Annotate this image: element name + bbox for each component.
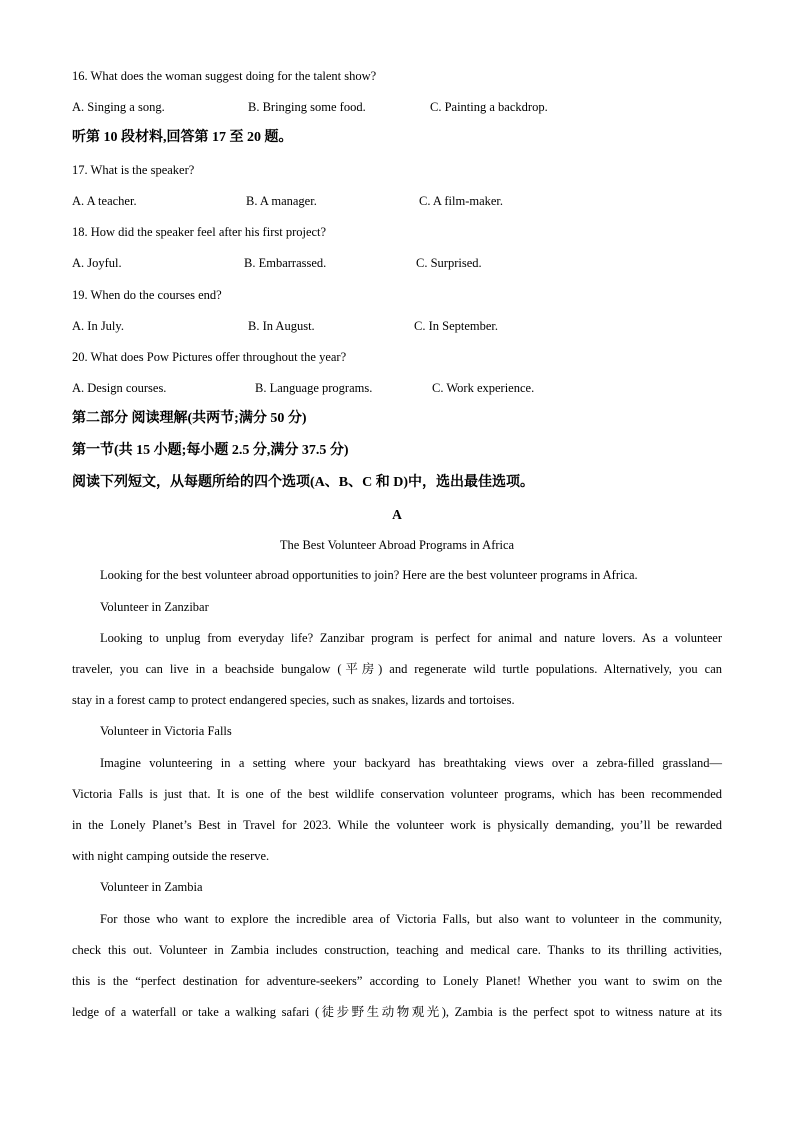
q17-option-c: C. A film-maker.: [419, 194, 504, 208]
victoria-line-3: in the Lonely Planet’s Best in Travel for 2023. While the volunteer work is physically demanding, you’ll be rewarded: [72, 818, 722, 832]
q20-option-c: C. Work experience.: [432, 381, 535, 395]
part-two-header: 第二部分 阅读理解(共两节;满分 50 分): [72, 411, 307, 426]
q20-option-b: B. Language programs.: [255, 381, 373, 395]
passage-letter: A: [392, 507, 402, 522]
q16-option-a: A. Singing a song.: [72, 100, 165, 114]
zambia-line-1: For those who want to explore the incredible area of Victoria Falls, but also want to volunteer in the community,: [100, 912, 722, 926]
victoria-line-2: Victoria Falls is just that. It is one of the best wildlife conservation volunteer programs, which has been recommended: [72, 787, 722, 801]
q18-option-b: B. Embarrassed.: [244, 256, 327, 270]
q18-option-a: A. Joyful.: [72, 256, 122, 270]
zanzibar-heading: Volunteer in Zanzibar: [100, 600, 209, 614]
q19-option-a: A. In July.: [72, 319, 124, 333]
zambia-line-2: check this out. Volunteer in Zambia includes construction, teaching and medical care. Thanks to its thrilling activities,: [72, 943, 722, 957]
zambia-line-3: this is the “perfect destination for adventure-seekers” according to Lonely Planet! Whether you want to swim on the: [72, 974, 722, 988]
zanzibar-line-2: traveler, you can live in a beachside bungalow (平房) and regenerate wild turtle populations. Alternatively, you can: [72, 662, 722, 676]
question-19: 19. When do the courses end?: [72, 288, 222, 302]
victoria-heading: Volunteer in Victoria Falls: [100, 724, 232, 738]
q19-option-b: B. In August.: [248, 319, 315, 333]
zanzibar-line-1: Looking to unplug from everyday life? Zanzibar program is perfect for animal and nature lovers. As a volunteer: [100, 631, 722, 645]
section-10-header: 听第 10 段材料,回答第 17 至 20 题。: [72, 130, 293, 145]
question-18: 18. How did the speaker feel after his first project?: [72, 225, 327, 239]
zambia-heading: Volunteer in Zambia: [100, 880, 203, 894]
question-20: 20. What does Pow Pictures offer throughout the year?: [72, 350, 347, 364]
q16-option-c: C. Painting a backdrop.: [430, 100, 548, 114]
victoria-line-4: with night camping outside the reserve.: [72, 849, 270, 863]
question-17: 17. What is the speaker?: [72, 163, 195, 177]
q17-option-a: A. A teacher.: [72, 194, 137, 208]
zanzibar-line-3: stay in a forest camp to protect endangered species, such as snakes, lizards and tortoises.: [72, 693, 515, 707]
q17-option-b: B. A manager.: [246, 194, 317, 208]
passage-intro: Looking for the best volunteer abroad opportunities to join? Here are the best volunteer programs in Africa.: [100, 568, 638, 582]
zambia-line-4: ledge of a waterfall or take a walking safari (徒步野生动物观光), Zambia is the perfect spot to witness nature at its: [72, 1005, 722, 1019]
q18-option-c: C. Surprised.: [416, 256, 482, 270]
q20-option-a: A. Design courses.: [72, 381, 167, 395]
q19-option-c: C. In September.: [414, 319, 499, 333]
question-16: 16. What does the woman suggest doing for the talent show?: [72, 69, 377, 83]
section-one-header: 第一节(共 15 小题;每小题 2.5 分,满分 37.5 分): [72, 443, 349, 458]
reading-instruction: 阅读下列短文，从每题所给的四个选项(A、B、C 和 D)中，选出最佳选项。: [72, 475, 534, 490]
q16-option-b: B. Bringing some food.: [248, 100, 366, 114]
passage-title: The Best Volunteer Abroad Programs in Africa: [279, 538, 515, 552]
victoria-line-1: Imagine volunteering in a setting where your backyard has breathtaking views over a zebra-filled grassland—: [100, 756, 722, 770]
